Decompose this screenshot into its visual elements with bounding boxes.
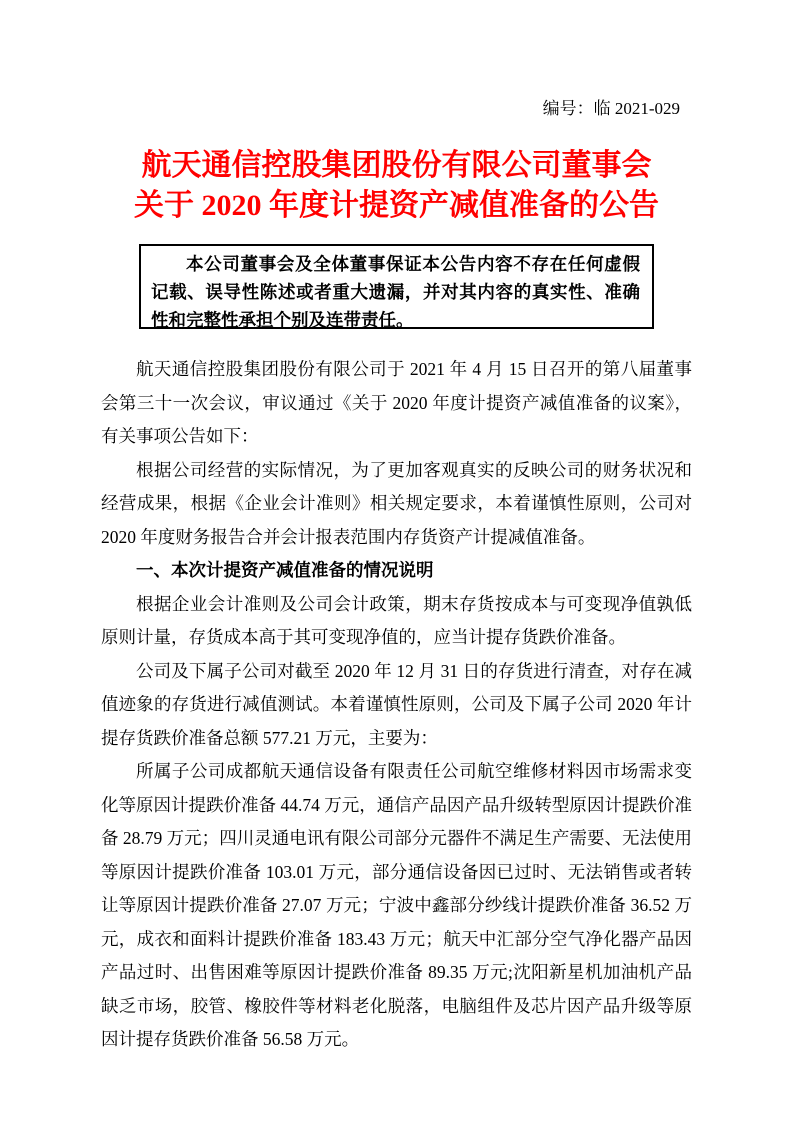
title-line-1: 航天通信控股集团股份有限公司董事会 — [141, 149, 652, 182]
disclaimer-box — [139, 244, 654, 329]
document-body — [101, 353, 692, 1057]
paragraph-meeting-info: 航天通信控股集团股份有限公司于 2021 年 4 月 15 日召开的第八届董事会第三十一次会议，审议通过《关于 2020 年度计提资产减值准备的议案》，有关事项公告如下： — [101, 359, 692, 446]
document-title — [101, 146, 692, 226]
paragraph-total-provision: 公司及下属子公司对截至 2020 年 12 月 31 日的存货进行清查，对存在减值迹象的存货进行减值测试。本着谨慎性原则，公司及下属子公司 2020 年计提存货跌价准备总额 577.21 万元，主要为： — [101, 660, 692, 748]
paragraph-basis: 根据公司经营的实际情况，为了更加客观真实的反映公司的财务状况和经营成果，根据《企业会计准则》相关规定要求，本着谨慎性原则，公司对 2020 年度财务报告合并会计报表范围内存货资产计提减值准备。 — [101, 459, 692, 547]
section-heading: 一、本次计提资产减值准备的情况说明 — [136, 560, 434, 580]
paragraph-policy: 根据企业会计准则及公司会计政策，期末存货按成本与可变现净值孰低原则计量，存货成本高于其可变现净值的，应当计提存货跌价准备。 — [101, 593, 692, 647]
doc-number: 编号：临 2021-029 — [542, 99, 680, 118]
disclaimer-text: 本公司董事会及全体董事保证本公告内容不存在任何虚假记载、误导性陈述或者重大遗漏，并对其内容的真实性、准确性和完整性承担个别及连带责任。 — [151, 254, 640, 330]
title-line-2: 关于 2020 年度计提资产减值准备的公告 — [134, 189, 659, 222]
paragraph-subsidiary-details: 所属子公司成都航天通信设备有限责任公司航空维修材料因市场需求变化等原因计提跌价准备 44.74 万元，通信产品因产品升级转型原因计提跌价准备 28.79 万元；四川灵通电讯有限公司部分元器件不满足生产需要、无法使用等原因计提跌价准备 103.01 万元，部分通信设备因已过时、无法销售或者转让等原因计提跌价准备 27.07 万元；宁波中鑫部分纱线计提跌价准备 36.52 万元，成衣和面料计提跌价准备 183.43 万元；航天中汇部分空气净化器产品因产品过时、出售困难等原因计提跌价准备 89.35 万元;沈阳新星机加油机产品缺乏市场，胶管、橡胶件等材料老化脱落，电脑组件及芯片因产品升级等原因计提存货跌价准备 56.58 万元。 — [101, 761, 692, 1049]
